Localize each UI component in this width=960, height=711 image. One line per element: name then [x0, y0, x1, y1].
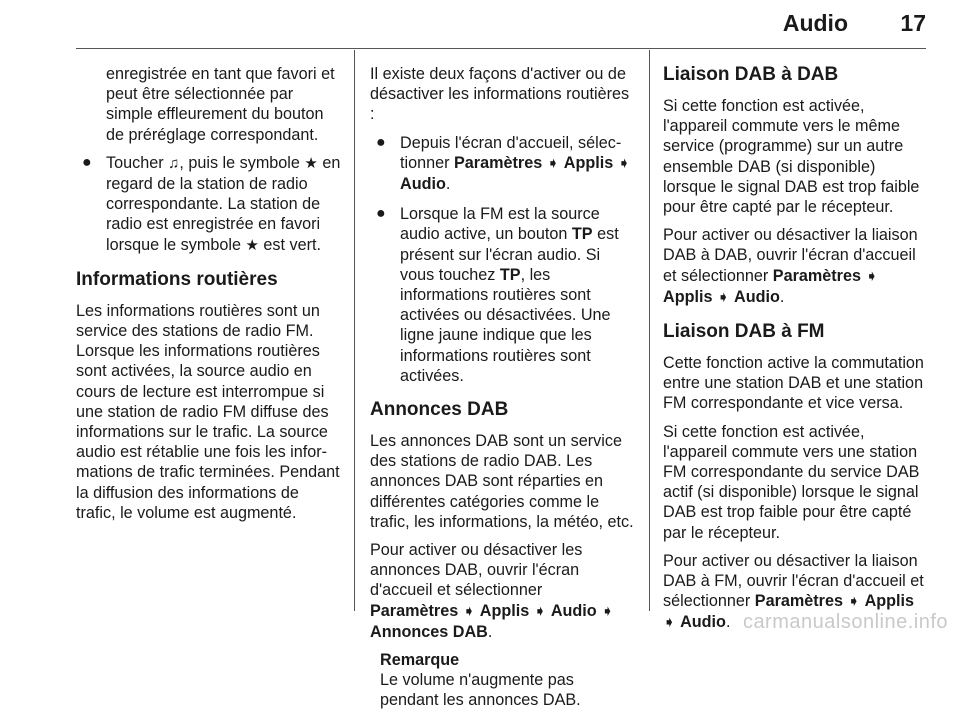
continued-text: enregistrée en tant que favori et peut être sélectionnée par simple effleurement du bouton de préréglage correspondant. — [106, 65, 335, 144]
paragraph: Les informations routières sont un service des stations de radio FM. Lorsque les informations routières sont activées, la source audio en cours de lecture est interrompue si une station de radio FM diffuse des informations sur le trafic. La source audio est rétablie une fois les informations de trafic terminées. Pendant la diffusion des informations de trafic, le volume est augmenté. — [76, 301, 340, 522]
list-item: ● Toucher ♫, puis le symbole ★ en regard de la station de radio correspondante. La station de radio est enregistrée en favori lorsque le symbole ★ est vert. — [82, 153, 341, 254]
arrow-icon: ➧ — [601, 602, 614, 620]
note-text: Le volume n'augmente pas pendant les annonces DAB. — [380, 671, 581, 710]
arrow-icon: ➧ — [533, 602, 547, 620]
paragraph: Pour activer ou désactiver la liaison DAB à FM, ouvrir l'écran d'accueil et sélectionner Paramètres ➧ Applis ➧ Audio. — [663, 551, 924, 632]
note-label: Remarque — [380, 651, 460, 670]
section-heading: Liaison DAB à DAB — [663, 64, 839, 85]
paragraph: Si cette fonction est activée, l'appareil commute vers le même service (programme) sur un autre ensemble DAB (si disponible) lorsque le signal DAB est trop faible pour être capté par le récepteur. — [663, 97, 920, 217]
arrow-icon: ➧ — [617, 154, 631, 172]
arrow-icon: ➧ — [462, 602, 476, 620]
arrow-icon: ➧ — [716, 288, 730, 306]
bullet-dot: ● — [376, 205, 386, 223]
column-1 — [76, 64, 341, 531]
paragraph: Il existe deux façons d'activer ou de désactiver les informations routières : — [370, 65, 630, 124]
arrow-icon: ➧ — [546, 154, 560, 172]
bullet-dot: ● — [376, 133, 386, 151]
column-3 — [663, 64, 928, 642]
favourites-icon: ♫ — [168, 154, 180, 172]
section-heading: Informations routières — [76, 268, 278, 290]
column-divider — [354, 50, 355, 611]
section-title: Audio — [782, 10, 848, 36]
page-header — [76, 0, 926, 49]
column-2 — [370, 64, 634, 711]
paragraph: Pour activer ou désactiver les annonces DAB, ouvrir l'écran d'accueil et sélectionner Paramètres ➧ Applis ➧ Audio ➧ Annonces DAB. — [370, 541, 614, 641]
paragraph: Les annonces DAB sont un service des stations de radio DAB. Les annonces DAB sont réparties en différentes catégories comme le trafic, les informations, la météo, etc. — [370, 432, 634, 531]
page-number: 17 — [900, 10, 926, 36]
list-item: ● Depuis l'écran d'accueil, sélectionner Paramètres ➧ Applis ➧ Audio. — [376, 133, 631, 194]
arrow-icon: ➧ — [847, 593, 861, 611]
star-icon: ★ — [304, 154, 318, 172]
column-divider — [649, 50, 650, 611]
paragraph: Cette fonction active la commutation entre une station DAB et une station FM correspondante et vice versa. — [663, 354, 924, 413]
list-item: ● Lorsque la FM est la source audio active, un bouton TP est présent sur l'écran audio. Si vous touchez TP, les informations routières sont activées ou désactivées. Une ligne jaune indique que les informations routières sont activées. — [376, 205, 619, 385]
paragraph: Si cette fonction est activée, l'appareil commute vers une station FM correspondante du service DAB actif (si disponible) lorsque le signal DAB est trop faible pour être capté par le récepteur. — [663, 422, 920, 542]
star-icon: ★ — [245, 236, 259, 254]
section-heading: Annonces DAB — [370, 399, 509, 421]
arrow-icon: ➧ — [663, 614, 676, 632]
paragraph: Pour activer ou désactiver la liaison DAB à DAB, ouvrir l'écran d'accueil et sélectionner Paramètres ➧ Applis ➧ Audio. — [663, 226, 918, 306]
section-heading: Liaison DAB à FM — [663, 321, 825, 343]
bullet-dot: ● — [82, 153, 92, 171]
note-block — [370, 650, 634, 711]
arrow-icon: ➧ — [865, 267, 879, 285]
watermark: carmanualsonline.info — [742, 611, 948, 633]
